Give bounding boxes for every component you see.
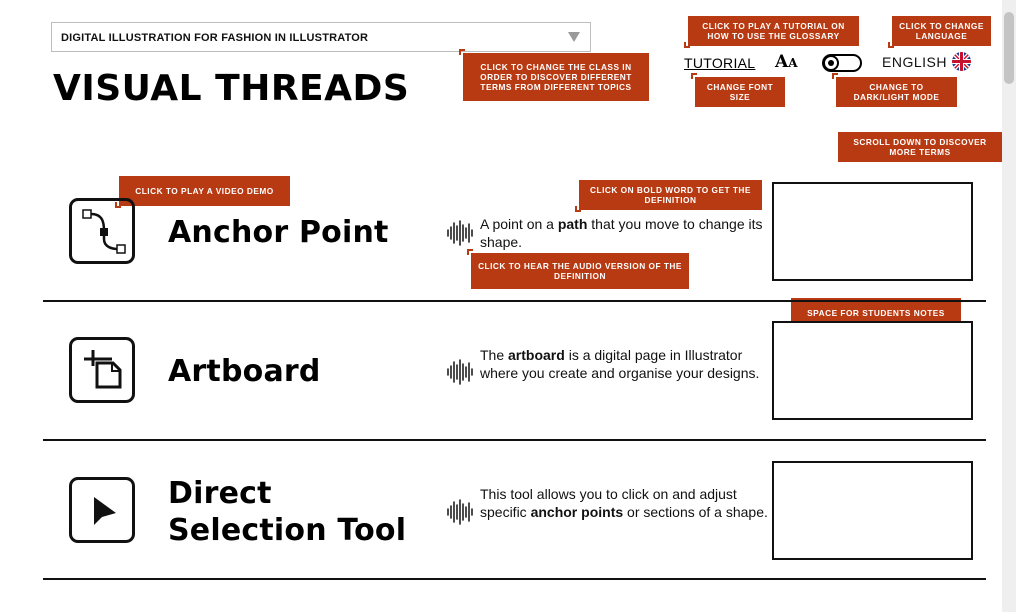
app-title: VISUAL THREADS (53, 68, 410, 109)
term-title: Artboard (168, 354, 321, 389)
callout-student-notes: SPACE FOR STUDENTS NOTES (791, 298, 961, 328)
tutorial-link[interactable]: TUTORIAL (684, 55, 756, 71)
callout-font-size: CHANGE FONT SIZE (695, 77, 785, 107)
definition-text: A point on a (480, 216, 558, 232)
definition-text: is a digital page in Illustrator where you create and organise your designs. (480, 347, 760, 381)
definition-bold-link[interactable]: anchor points (530, 503, 624, 520)
term-definition (480, 347, 770, 382)
font-size-glyph-small: A (788, 56, 798, 70)
term-title: Anchor Point (168, 215, 389, 250)
row-divider (43, 300, 986, 302)
direct-selection-icon[interactable] (69, 477, 135, 543)
sun-icon (823, 55, 839, 71)
definition-text: This tool allows you to click on and adjust specific (480, 486, 737, 520)
callout-change-language: CLICK TO CHANGE LANGUAGE (892, 16, 991, 46)
callout-corner (832, 73, 838, 79)
audio-wave-icon[interactable] (446, 359, 474, 385)
row-divider (43, 578, 986, 580)
callout-corner (467, 249, 473, 255)
callout-corner (684, 42, 690, 48)
class-select[interactable] (51, 22, 591, 52)
callout-corner (691, 73, 697, 79)
row-divider (43, 439, 986, 441)
term-definition (480, 486, 770, 521)
chevron-down-icon[interactable] (568, 32, 580, 42)
term-title: Direct (168, 476, 272, 511)
callout-corner (459, 49, 465, 55)
callout-audio-version: CLICK TO HEAR THE AUDIO VERSION OF THE DEFINITION (471, 253, 689, 289)
anchor-point-icon[interactable] (69, 198, 135, 264)
scrollbar-thumb[interactable] (1004, 12, 1014, 84)
font-size-glyph: A (775, 52, 789, 72)
uk-flag-icon[interactable] (952, 52, 971, 71)
scrollbar[interactable] (1002, 0, 1016, 612)
definition-text: that you move to change its shape. (480, 216, 763, 250)
language-label[interactable]: ENGLISH (882, 54, 947, 70)
audio-wave-icon[interactable] (446, 499, 474, 525)
definition-bold-link[interactable]: artboard (508, 347, 565, 363)
callout-dark-light: CHANGE TO DARK/LIGHT MODE (836, 77, 957, 107)
callout-scroll-down: SCROLL DOWN TO DISCOVER MORE TERMS (838, 132, 1002, 162)
definition-text: or sections of a shape. (623, 503, 768, 520)
callout-change-class: CLICK TO CHANGE THE CLASS IN ORDER TO DISCOVER DIFFERENT TERMS FROM DIFFERENT TOPICS (463, 53, 649, 101)
definition-text: The (480, 347, 509, 363)
artboard-icon[interactable] (69, 337, 135, 403)
student-notes-box[interactable] (772, 321, 973, 420)
dark-light-toggle[interactable] (822, 54, 862, 72)
audio-wave-icon[interactable] (446, 220, 474, 246)
callout-tutorial: CLICK TO PLAY A TUTORIAL ON HOW TO USE THE GLOSSARY (688, 16, 859, 46)
term-definition (480, 216, 770, 251)
font-size-icon[interactable] (775, 52, 798, 72)
callout-video-demo: CLICK TO PLAY A VIDEO DEMO (119, 176, 290, 206)
student-notes-box[interactable] (772, 182, 973, 281)
class-select-value: DIGITAL ILLUSTRATION FOR FASHION IN ILLUSTRATOR (61, 32, 369, 44)
student-notes-box[interactable] (772, 461, 973, 560)
callout-bold-word: CLICK ON BOLD WORD TO GET THE DEFINITION (579, 180, 762, 210)
term-title-line2: Selection Tool (168, 513, 407, 548)
definition-bold-link[interactable]: path (557, 216, 588, 232)
callout-corner (575, 206, 581, 212)
callout-corner (888, 42, 894, 48)
